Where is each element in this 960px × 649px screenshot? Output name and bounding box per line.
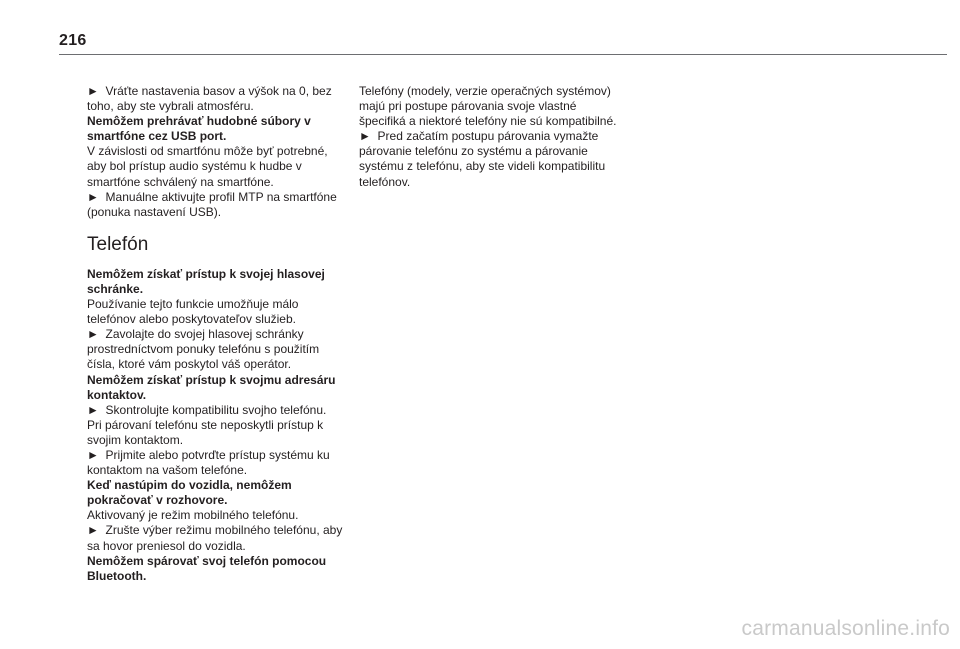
question-heading: Keď nastúpim do vozidla, nemôžem pokračovať v rozhovore. xyxy=(87,478,295,508)
question-heading: Nemôžem prehrávať hudobné súbory v smartfóne cez USB port. xyxy=(87,114,315,144)
paragraph: V závislosti od smartfónu môže byť potrebné, aby bol prístup audio systému k hudbe v smartfóne schválený na smartfóne. xyxy=(87,144,331,189)
intro-paragraphs xyxy=(87,84,349,220)
paragraph-part: ► Pred začatím postupu párovania vymažte párovanie telefónu zo systému a párovanie systému z telefónu, aby ste videli kompatibilitu telefónov. xyxy=(359,129,609,189)
question-heading: Nemôžem spárovať svoj telefón pomocou Bluetooth. xyxy=(87,553,330,583)
paragraph: ► Zavolajte do svojej hlasovej schránky prostredníctvom ponuky telefónu s použitím čísla, ktoré vám poskytol váš operátor. xyxy=(87,327,323,372)
paragraph: Pri párovaní telefónu ste neposkytli prístup k svojim kontaktom. xyxy=(87,417,327,447)
paragraph: Aktivovaný je režim mobilného telefónu. xyxy=(87,508,299,523)
paragraph-with-bold-word xyxy=(359,129,625,189)
paragraph: ► Manuálne aktivujte profil MTP na smartfóne (ponuka nastavení USB). xyxy=(87,189,341,219)
paragraph: ► Prijmite alebo potvrďte prístup systému ku kontaktom na vašom telefóne. xyxy=(87,447,334,478)
section-title: Telefón xyxy=(87,233,149,255)
paragraph: Používanie tejto funkcie umožňuje málo telefónov alebo poskytovateľov služieb. xyxy=(87,297,302,327)
page-number: 216 xyxy=(59,32,87,49)
paragraph: Telefóny (modely, verzie operačných systémov) majú pri postupe párovania svoje vlastné špecifiká a niektoré telefóny nie sú kompatibilné. xyxy=(359,84,617,129)
header-divider xyxy=(59,54,947,55)
paragraph: ► Vráťte nastavenia basov a výšok na 0, bez toho, aby ste vybrali atmosféru. xyxy=(87,84,336,114)
paragraph: ► Zrušte výber režimu mobilného telefónu, aby sa hovor preniesol do vozidla. xyxy=(87,523,346,553)
left-column xyxy=(87,84,349,584)
right-column xyxy=(359,84,625,190)
question-heading: Nemôžem získať prístup k svojmu adresáru kontaktov. xyxy=(87,372,339,402)
paragraph: ► Skontrolujte kompatibilitu svojho telefónu. xyxy=(87,402,327,417)
question-heading: Nemôžem získať prístup k svojej hlasovej schránke. xyxy=(87,266,329,296)
telefon-paragraphs xyxy=(87,267,349,584)
watermark: carmanualsonline.info xyxy=(741,617,950,640)
